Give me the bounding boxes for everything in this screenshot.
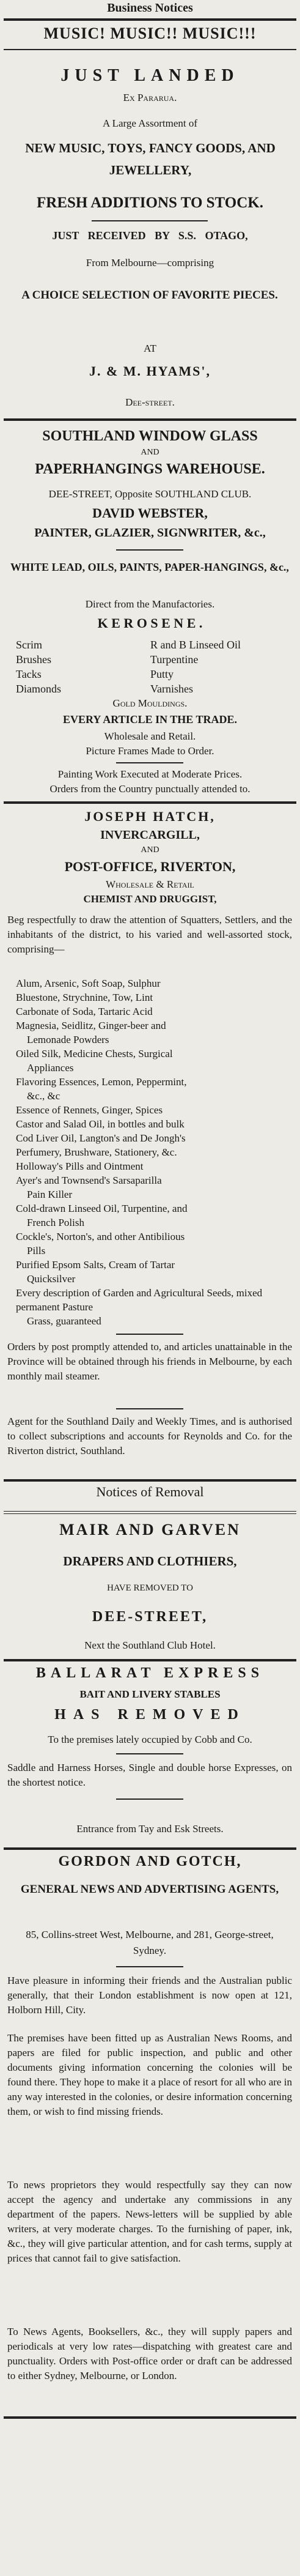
ballarat-entrance: Entrance from Tay and Esk Streets. bbox=[76, 1823, 224, 1835]
section-header: Business Notices bbox=[107, 1, 193, 15]
divider bbox=[4, 1511, 296, 1514]
divider bbox=[4, 801, 296, 804]
mair-name: MAIR AND GARVEN bbox=[59, 1521, 241, 1539]
list-item: Holloway's Pills and Ointment bbox=[16, 1160, 144, 1172]
webster-name: DAVID WEBSTER, bbox=[92, 505, 208, 521]
removal-header: Notices of Removal bbox=[96, 1484, 204, 1499]
ballarat-saddle: Saddle and Harness Horses, Single and double horse Expresses, on the shortest notice. bbox=[7, 1762, 292, 1788]
short-divider bbox=[116, 1408, 183, 1409]
webster-title2: PAPERHANGINGS WAREHOUSE. bbox=[35, 461, 265, 477]
hatch-and: AND bbox=[141, 845, 159, 855]
gordon-address: 85, Collins-street West, Melbourne, and 281, George-street, Sydney. bbox=[26, 1929, 274, 1956]
hyams-headline: MUSIC! MUSIC!! MUSIC!!! bbox=[43, 24, 257, 42]
list-item: Every description of Garden and Agricultural Seeds, mixed permanent Pasture bbox=[16, 1287, 263, 1313]
stock-row: Diamonds Varnishes bbox=[16, 683, 193, 695]
webster-mouldings: Gold Mouldings. bbox=[112, 697, 188, 709]
ballarat-bait: BAIT AND LIVERY STABLES bbox=[79, 1688, 221, 1700]
webster-trade: PAINTER, GLAZIER, SIGNWRITER, &c., bbox=[34, 526, 266, 540]
stock-row: Brushes Turpentine bbox=[16, 653, 199, 666]
list-item: Alum, Arsenic, Soft Soap, Sulphur bbox=[16, 978, 161, 989]
list-item: Pain Killer bbox=[27, 1189, 73, 1200]
hatch-wholesale: Wholesale & Retail bbox=[106, 878, 194, 890]
divider bbox=[4, 49, 296, 50]
list-item: Appliances bbox=[27, 1062, 74, 1074]
hatch-name: JOSEPH HATCH, bbox=[84, 809, 216, 824]
webster-lead: WHITE LEAD, OILS, PAINTS, PAPER-HANGINGS, &c., bbox=[10, 561, 289, 573]
hatch-intro: Beg respectfully to draw the attention of Squatters, Settlers, and the inhabitants of the district, to his varied and well-assorted stock, comprising— bbox=[7, 914, 292, 955]
gordon-agents: GENERAL NEWS AND ADVERTISING AGENTS, bbox=[20, 1883, 279, 1896]
short-divider bbox=[116, 1334, 183, 1335]
hyams-assortment: A Large Assortment of bbox=[102, 117, 198, 129]
gordon-p4: To News Agents, Booksellers, &c., they will supply papers and periodicals at very low rates—dispatching with greatest care and punctuality. Orders with Post-office order or draft can be addressed to either Sydney, Melbourne, or London. bbox=[7, 2326, 292, 2381]
webster-title1: SOUTHLAND WINDOW GLASS bbox=[42, 428, 258, 444]
stock-row: Scrim R and B Linseed Oil bbox=[16, 639, 241, 651]
ballarat-to: To the premises lately occupied by Cobb and Co. bbox=[48, 1734, 252, 1745]
list-item: Perfumery, Brushware, Stationery, &c. bbox=[16, 1146, 177, 1158]
ballarat-removed: HAS REMOVED bbox=[54, 1707, 246, 1723]
gordon-p1: Have pleasure in informing their friends and the Australian public generally, that their London establishment is now open at 121, Holborn Hill, City. bbox=[7, 1975, 292, 2016]
short-divider bbox=[116, 1798, 183, 1800]
divider bbox=[4, 418, 296, 421]
divider bbox=[4, 1479, 296, 1482]
hatch-stock-list bbox=[0, 976, 300, 1328]
divider bbox=[4, 18, 296, 21]
divider bbox=[4, 1847, 296, 1850]
list-item: Essence of Rennets, Ginger, Spices bbox=[16, 1104, 163, 1116]
stock-row: Tacks Putty bbox=[16, 668, 174, 680]
list-item: French Polish bbox=[27, 1217, 84, 1228]
list-item: Pills bbox=[27, 1245, 46, 1256]
hyams-from: From Melbourne—comprising bbox=[86, 257, 214, 269]
hyams-ex-ship: Ex Pararua. bbox=[123, 92, 177, 103]
ballarat-name: BALLARAT EXPRESS bbox=[35, 1665, 265, 1681]
hatch-orders: Orders by post promptly attended to, and articles unattainable in the Province will be obtained through his friends in Melbourne, by each monthly mail steamer. bbox=[7, 1341, 292, 1382]
divider bbox=[4, 1659, 296, 1661]
hyams-goods: NEW MUSIC, TOYS, FANCY GOODS, AND JEWELLERY, bbox=[25, 141, 276, 177]
hatch-agent: Agent for the Southland Daily and Weekly Times, and is authorised to collect subscriptions and accounts for Reynolds and Co. for the Riverton district, Southland. bbox=[7, 1416, 292, 1457]
list-item: &c., &c bbox=[27, 1090, 60, 1102]
mair-have: HAVE REMOVED TO bbox=[107, 1583, 193, 1593]
list-item: Cod Liver Oil, Langton's and De Jongh's bbox=[16, 1132, 186, 1144]
mair-street: DEE-STREET, bbox=[92, 1609, 208, 1625]
webster-stock-list bbox=[16, 637, 285, 696]
webster-direct: Direct from the Manufactories. bbox=[85, 598, 215, 610]
hatch-chemist: CHEMIST AND DRUGGIST, bbox=[83, 893, 217, 905]
short-divider bbox=[92, 220, 208, 221]
gordon-name: GORDON AND GOTCH, bbox=[58, 1854, 242, 1869]
hyams-fresh: FRESH ADDITIONS TO STOCK. bbox=[37, 195, 263, 211]
hyams-selection: A CHOICE SELECTION OF FAVORITE PIECES. bbox=[21, 289, 278, 302]
divider bbox=[4, 2416, 296, 2419]
hyams-street: Dee-street. bbox=[125, 396, 175, 408]
list-item: Flavoring Essences, Lemon, Peppermint, bbox=[16, 1076, 187, 1088]
list-item: Quicksilver bbox=[27, 1273, 76, 1285]
list-item: Purified Epsom Salts, Cream of Tartar bbox=[16, 1259, 175, 1271]
short-divider bbox=[116, 762, 183, 763]
list-item: Lemonade Powders bbox=[27, 1034, 109, 1045]
hyams-received: JUST RECEIVED BY S.S. OTAGO, bbox=[52, 229, 248, 242]
mair-next: Next the Southland Club Hotel. bbox=[84, 1639, 216, 1651]
list-item: Bluestone, Strychnine, Tow, Lint bbox=[16, 992, 153, 1003]
list-item: Cold-drawn Linseed Oil, Turpentine, and bbox=[16, 1203, 188, 1214]
webster-every: EVERY ARTICLE IN THE TRADE. bbox=[63, 713, 237, 726]
gordon-p3: To news proprietors they would respectfully say they can now accept the agency and undertake any commissions in any department of the papers. News-letters will be supplied by able writers, at very moderate charges. To the furnishing of paper, ink, &c., they will give particular attention, and for cash terms, supply at prices that cannot fail to give satisfaction. bbox=[7, 2179, 292, 2264]
list-item: Ayer's and Townsend's Sarsaparilla bbox=[16, 1175, 162, 1186]
gordon-p2: The premises have been fitted up as Australian News Rooms, and papers are filed for public inspection, and public and other documents giving information concerning the colonies will be found there. They hope to make it a place of resort for all who are in any way interested in the colonies, or desire information concerning them, or wish to find missing friends. bbox=[7, 2032, 292, 2117]
list-item: Cockle's, Norton's, and other Antibilious bbox=[16, 1231, 185, 1242]
hyams-landed: JUST LANDED bbox=[60, 66, 240, 85]
list-item: Carbonate of Soda, Tartaric Acid bbox=[16, 1006, 153, 1017]
webster-and: AND bbox=[141, 448, 159, 457]
short-divider bbox=[116, 1753, 183, 1754]
short-divider bbox=[116, 1966, 183, 1967]
webster-frames: Picture Frames Made to Order. bbox=[86, 745, 214, 757]
hatch-post: POST-OFFICE, RIVERTON, bbox=[64, 859, 236, 874]
webster-painting: Painting Work Executed at Moderate Prices. bbox=[57, 768, 243, 780]
webster-orders: Orders from the Country punctually attended to. bbox=[49, 783, 251, 795]
hatch-place: INVERCARGILL, bbox=[100, 828, 200, 842]
webster-address: DEE-STREET, Opposite SOUTHLAND CLUB. bbox=[48, 488, 252, 500]
webster-wholesale: Wholesale and Retail. bbox=[104, 730, 196, 742]
list-item: Castor and Salad Oil, in bottles and bulk bbox=[16, 1118, 185, 1130]
short-divider bbox=[116, 549, 183, 551]
list-item: Magnesia, Seidlitz, Ginger-beer and bbox=[16, 1020, 166, 1031]
hyams-name: J. & M. HYAMS', bbox=[89, 363, 211, 379]
list-item: Grass, guaranteed bbox=[27, 1315, 101, 1327]
mair-trade: DRAPERS AND CLOTHIERS, bbox=[63, 1554, 237, 1568]
hyams-at: AT bbox=[144, 343, 156, 354]
list-item: Oiled Silk, Medicine Chests, Surgical bbox=[16, 1048, 173, 1060]
webster-kerosene: K E R O S E N E . bbox=[97, 615, 203, 631]
